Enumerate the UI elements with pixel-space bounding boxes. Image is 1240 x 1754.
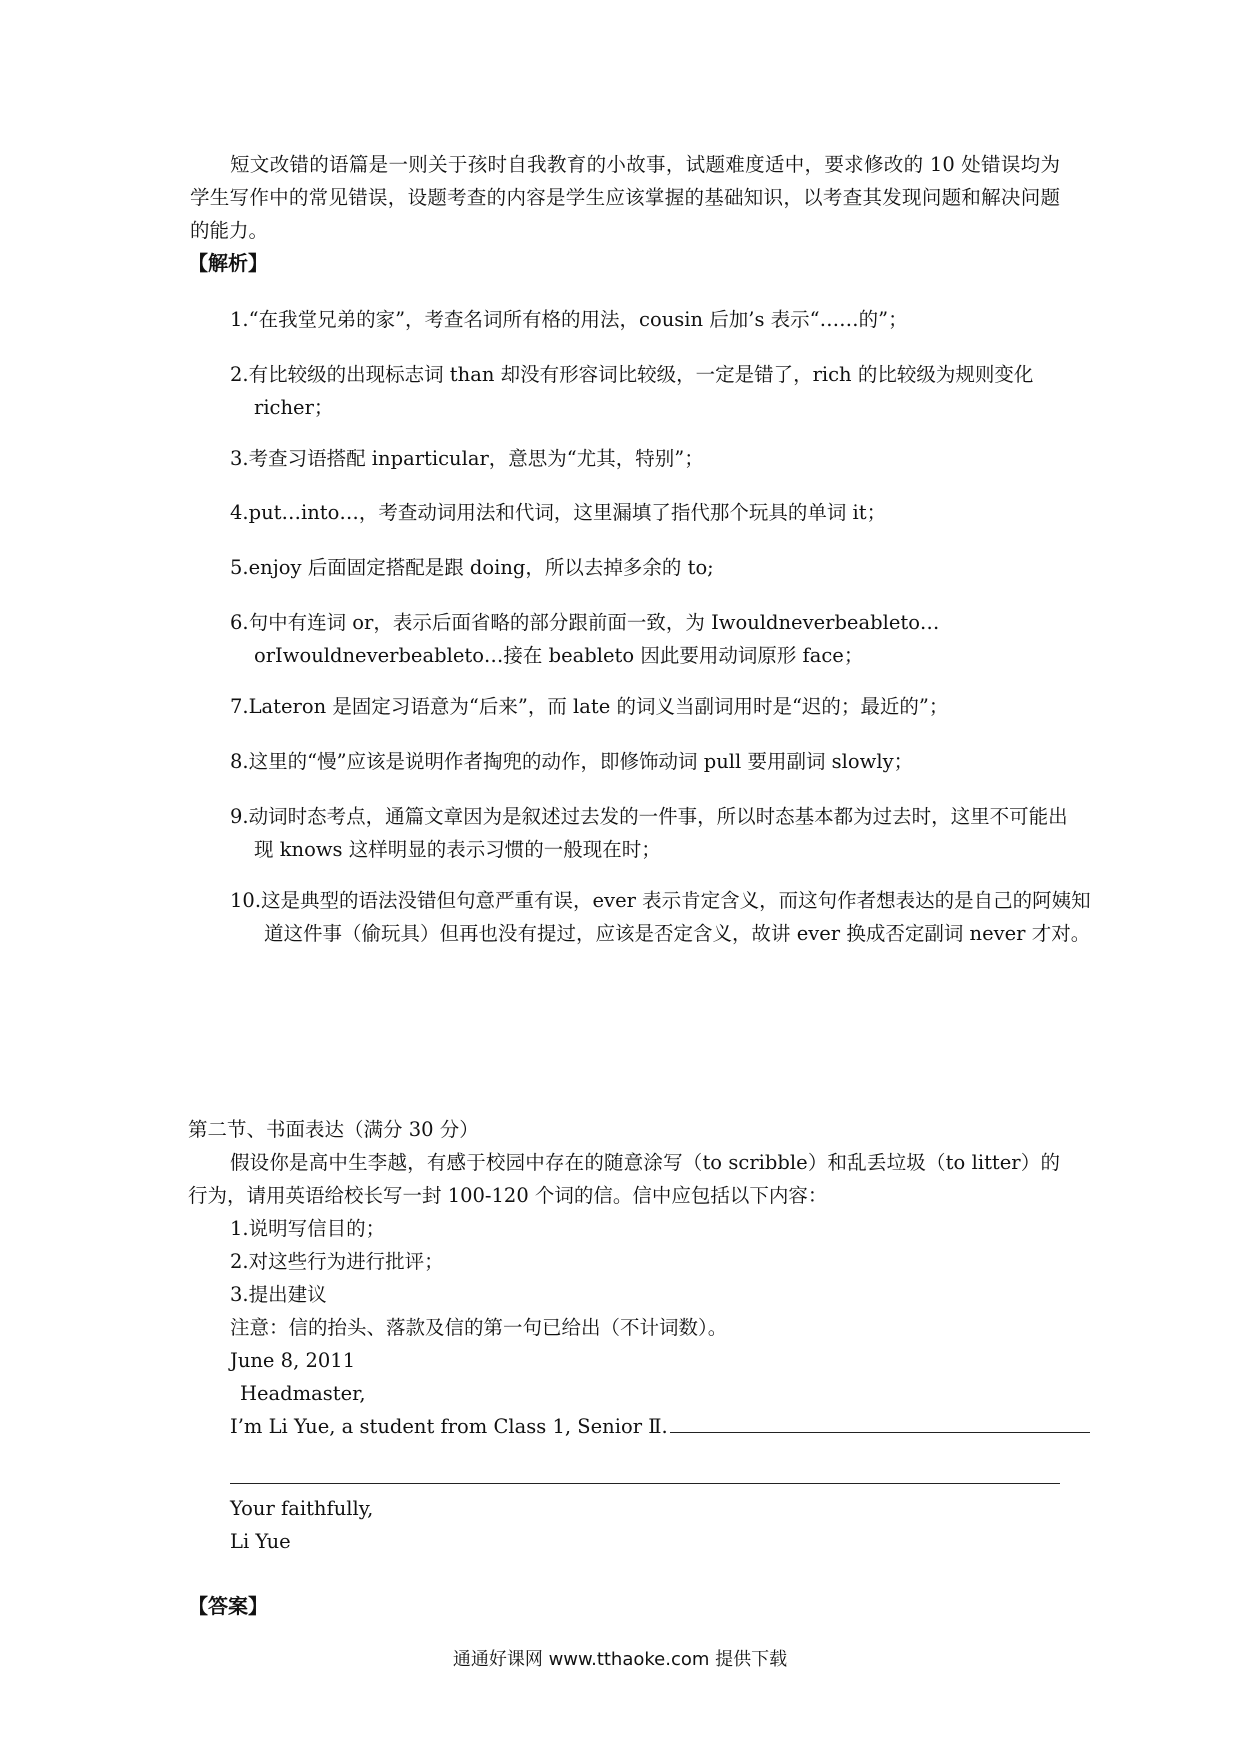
prompt-point-3: 3.提出建议 xyxy=(230,1283,327,1306)
letter-signature: Li Yue xyxy=(230,1530,291,1553)
analysis-item-2: 2.有比较级的出现标志词 than 却没有形容词比较级，一定是错了，rich 的比较级为规则变化 richer； xyxy=(230,363,1034,419)
analysis-item-8: 8.这里的“慢”应该是说明作者掏兜的动作，即修饰动词 pull 要用副词 slowly； xyxy=(230,750,914,773)
section-title: 第二节、书面表达（满分 30 分） xyxy=(188,1118,479,1141)
answer-heading: 【答案】 xyxy=(188,1594,268,1618)
writing-prompt: 假设你是高中生李越，有感于校园中存在的随意涂写（to scribble）和乱丢垃圾（to litter）的行为，请用英语给校长写一封 100-120 个词的信。信中应包括以下内容： xyxy=(188,1151,1060,1207)
analysis-item-3: 3.考查习语搭配 inparticular，意思为“尤其，特别”； xyxy=(230,447,704,470)
answer-blank-line xyxy=(670,1410,1090,1433)
letter-first-sentence: I’m Li Yue, a student from Class 1, Senior Ⅱ. xyxy=(230,1415,668,1438)
letter-salutation: Headmaster, xyxy=(240,1382,366,1405)
analysis-item-1: 1.“在我堂兄弟的家”，考查名词所有格的用法，cousin 后加’s 表示“……的”； xyxy=(230,308,908,331)
prompt-point-2: 2.对这些行为进行批评； xyxy=(230,1250,444,1273)
analysis-item-4: 4.put…into…，考查动词用法和代词，这里漏填了指代那个玩具的单词 it； xyxy=(230,501,887,524)
page-footer: 通通好课网 www.tthaoke.com 提供下载 xyxy=(452,1649,788,1670)
analysis-item-9: 9.动词时态考点，通篇文章因为是叙述过去发的一件事，所以时态基本都为过去时，这里不可能出现 knows 这样明显的表示习惯的一般现在时； xyxy=(230,805,1068,861)
prompt-point-1: 1.说明写信目的； xyxy=(230,1217,386,1240)
analysis-item-6: 6.句中有连词 or，表示后面省略的部分跟前面一致，为 Iwouldneverbeableto…orIwouldneverbeableto…接在 beableto 因此要用动词原形 face； xyxy=(230,611,940,667)
analysis-item-7: 7.Lateron 是固定习语意为“后来”，而 late 的词义当副词用时是“迟的；最近的”； xyxy=(230,695,949,718)
analysis-heading: 【解析】 xyxy=(188,251,268,275)
letter-date: June 8, 2011 xyxy=(230,1349,356,1372)
intro-paragraph: 短文改错的语篇是一则关于孩时自我教育的小故事，试题难度适中，要求修改的 10 处错误均为学生写作中的常见错误，设题考查的内容是学生应该掌握的基础知识，以考查其发现问题和解决问题的能力。 xyxy=(190,153,1060,242)
analysis-item-10: 10.这是典型的语法没错但句意严重有误，ever 表示肯定含义，而这句作者想表达的是自己的阿姨知道这件事（偷玩具）但再也没有提过，应该是否定含义，故讲 ever 换成否定副词 never 才对。 xyxy=(230,889,1091,945)
answer-rule-line xyxy=(230,1483,1060,1484)
prompt-note: 注意：信的抬头、落款及信的第一句已给出（不计词数）。 xyxy=(230,1316,728,1339)
letter-closing: Your faithfully, xyxy=(230,1497,374,1520)
letter-first-line xyxy=(230,1410,1090,1443)
analysis-item-5: 5.enjoy 后面固定搭配是跟 doing，所以去掉多余的 to; xyxy=(230,556,714,579)
